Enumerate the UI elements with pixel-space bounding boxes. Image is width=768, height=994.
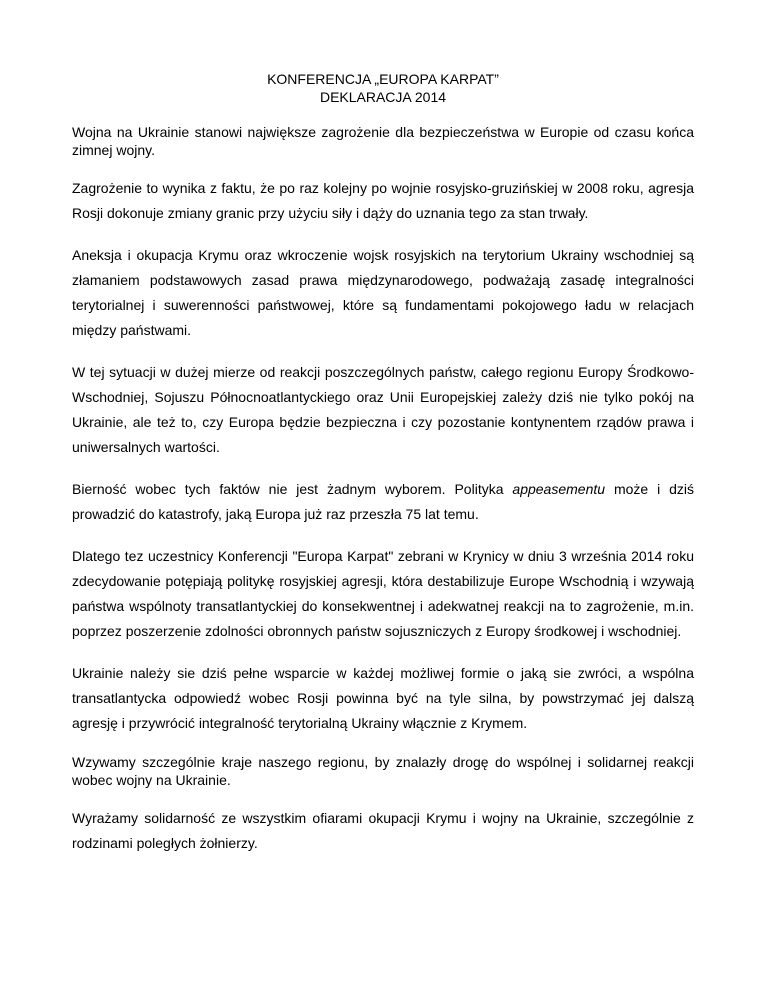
paragraph-5-text-before: Bierność wobec tych faktów nie jest żadnym wyborem. Polityka: [72, 481, 513, 497]
paragraph-8: Wzywamy szczególnie kraje naszego regionu, by znalazły drogę do wspólnej i solidarnej reakcji wobec wojny na Ukrainie.: [72, 754, 694, 788]
paragraph-4: W tej sytuacji w dużej mierze od reakcji poszczególnych państw, całego regionu Europy Środkowo-Wschodniej, Sojuszu Północnoatlantyckiego oraz Unii Europejskiej zależy dziś nie tylko pokój na Ukrainie, ale też to, czy Europa będzie bezpieczna i czy pozostanie kontynentem rządów prawa i uniwersalnych wartości.: [72, 364, 694, 455]
title-line-1: KONFERENCJA „EUROPA KARPAT”: [267, 71, 499, 87]
paragraph-9: Wyrażamy solidarność ze wszystkim ofiarami okupacji Krymu i wojny na Ukrainie, szczególnie z rodzinami poległych żołnierzy.: [72, 810, 694, 851]
document-title: [72, 70, 694, 106]
paragraph-1: Wojna na Ukrainie stanowi największe zagrożenie dla bezpieczeństwa w Europie od czasu końca zimnej wojny.: [72, 124, 694, 158]
paragraph-6: Dlatego tez uczestnicy Konferencji "Europa Karpat" zebrani w Krynicy w dniu 3 września 2014 roku zdecydowanie potępiają politykę rosyjskiej agresji, która destabilizuje Europe Wschodnią i wzywają państwa wspólnoty transatlantyckiej do konsekwentnej i adekwatnej reakcji na to zagrożenie, m.in. poprzez poszerzenie zdolności obronnych państw sojuszniczych z Europy środkowej i wschodniej.: [72, 548, 694, 639]
paragraph-7: Ukrainie należy sie dziś pełne wsparcie w każdej możliwej formie o jaką sie zwróci, a wspólna transatlantycka odpowiedź wobec Rosji powinna być na tyle silna, by powstrzymać jej dalszą agresję i przywrócić integralność terytorialną Ukrainy włącznie z Krymem.: [72, 665, 694, 731]
paragraph-3: Aneksja i okupacja Krymu oraz wkroczenie wojsk rosyjskich na terytorium Ukrainy wschodniej są złamaniem podstawowych zasad prawa międzynarodowego, podważają zasadę integralności terytorialnej i suwerenności państwowej, które są fundamentami pokojowego ładu w relacjach między państwami.: [72, 247, 694, 338]
title-line-2: DEKLARACJA 2014: [319, 89, 447, 105]
paragraph-2: Zagrożenie to wynika z faktu, że po raz kolejny po wojnie rosyjsko-gruzińskiej w 2008 roku, agresja Rosji dokonuje zmiany granic przy użyciu siły i dąży do uznania tego za stan trwały.: [72, 180, 694, 221]
paragraph-5-italic-term: appeasementu: [512, 481, 606, 497]
document-page: [72, 70, 694, 873]
paragraph-5-text-after: może i dziś prowadzić do katastrofy, jaką Europa już raz przeszła 75 lat temu.: [72, 481, 694, 522]
paragraph-5: [72, 477, 694, 527]
